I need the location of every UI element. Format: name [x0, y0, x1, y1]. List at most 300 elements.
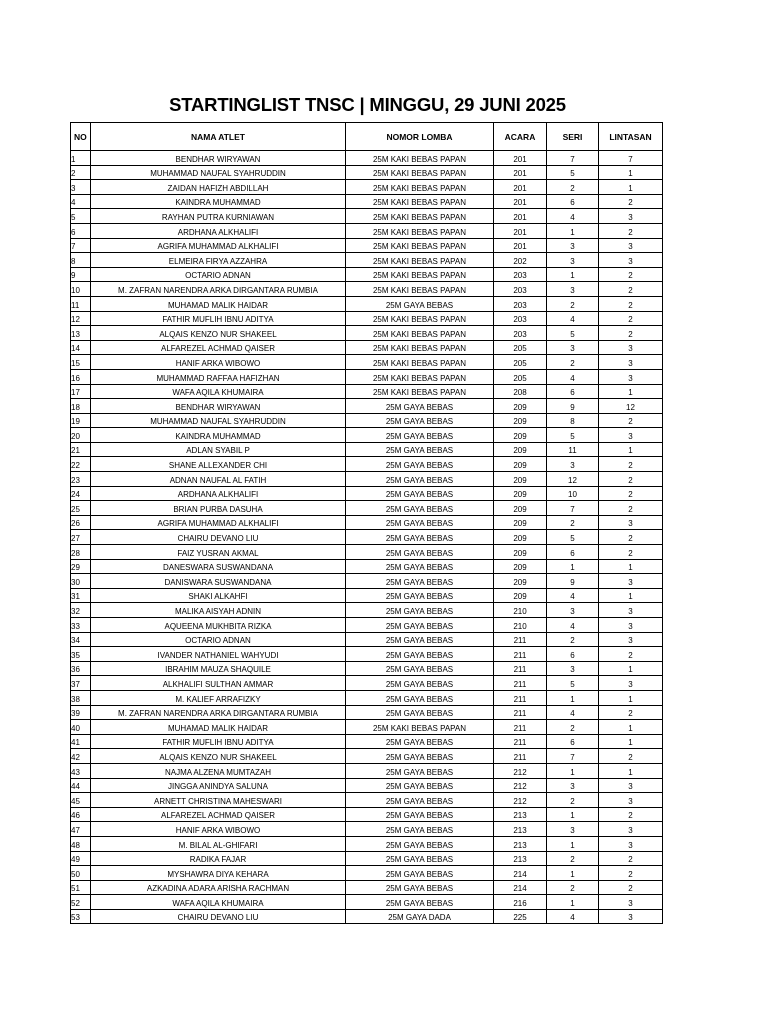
- cell-nama-atlet: FATHIR MUFLIH IBNU ADITYA: [91, 734, 346, 749]
- cell-no: 5: [71, 209, 91, 224]
- cell-acara: 209: [494, 501, 547, 516]
- cell-acara: 209: [494, 559, 547, 574]
- cell-seri: 1: [547, 836, 599, 851]
- cell-nama-atlet: AQUEENA MUKHBITA RIZKA: [91, 618, 346, 633]
- header-nomor-lomba: NOMOR LOMBA: [346, 123, 494, 151]
- cell-nomor-lomba: 25M KAKI BEBAS PAPAN: [346, 194, 494, 209]
- cell-lintasan: 2: [599, 311, 663, 326]
- cell-nomor-lomba: 25M KAKI BEBAS PAPAN: [346, 267, 494, 282]
- cell-acara: 216: [494, 895, 547, 910]
- cell-nomor-lomba: 25M KAKI BEBAS PAPAN: [346, 165, 494, 180]
- cell-lintasan: 2: [599, 705, 663, 720]
- table-row: [71, 545, 663, 560]
- cell-nomor-lomba: 25M GAYA BEBAS: [346, 734, 494, 749]
- cell-nama-atlet: HANIF ARKA WIBOWO: [91, 355, 346, 370]
- cell-nomor-lomba: 25M GAYA BEBAS: [346, 413, 494, 428]
- cell-seri: 6: [547, 545, 599, 560]
- cell-no: 1: [71, 151, 91, 166]
- cell-lintasan: 3: [599, 618, 663, 633]
- cell-lintasan: 2: [599, 296, 663, 311]
- cell-nama-atlet: KAINDRA MUHAMMAD: [91, 194, 346, 209]
- cell-no: 2: [71, 165, 91, 180]
- cell-no: 50: [71, 866, 91, 881]
- cell-nomor-lomba: 25M GAYA BEBAS: [346, 515, 494, 530]
- table-row: [71, 194, 663, 209]
- cell-nomor-lomba: 25M GAYA BEBAS: [346, 486, 494, 501]
- cell-no: 53: [71, 909, 91, 924]
- cell-acara: 205: [494, 369, 547, 384]
- cell-nama-atlet: ALKHALIFI SULTHAN AMMAR: [91, 676, 346, 691]
- cell-lintasan: 3: [599, 340, 663, 355]
- cell-nama-atlet: FAIZ YUSRAN AKMAL: [91, 545, 346, 560]
- table-row: [71, 588, 663, 603]
- table-row: [71, 253, 663, 268]
- cell-lintasan: 2: [599, 486, 663, 501]
- cell-no: 31: [71, 588, 91, 603]
- cell-no: 21: [71, 442, 91, 457]
- cell-no: 39: [71, 705, 91, 720]
- cell-nama-atlet: IBRAHIM MAUZA SHAQUILE: [91, 661, 346, 676]
- cell-nomor-lomba: 25M GAYA BEBAS: [346, 428, 494, 443]
- table-row: [71, 457, 663, 472]
- table-row: [71, 734, 663, 749]
- cell-no: 27: [71, 530, 91, 545]
- cell-lintasan: 3: [599, 778, 663, 793]
- cell-seri: 5: [547, 676, 599, 691]
- cell-acara: 201: [494, 209, 547, 224]
- table-row: [71, 836, 663, 851]
- cell-acara: 205: [494, 340, 547, 355]
- cell-seri: 6: [547, 384, 599, 399]
- cell-seri: 4: [547, 369, 599, 384]
- cell-acara: 202: [494, 253, 547, 268]
- cell-nama-atlet: M. ZAFRAN NARENDRA ARKA DIRGANTARA RUMBIA: [91, 705, 346, 720]
- cell-no: 22: [71, 457, 91, 472]
- cell-no: 52: [71, 895, 91, 910]
- cell-acara: 213: [494, 807, 547, 822]
- cell-nomor-lomba: 25M GAYA BEBAS: [346, 851, 494, 866]
- cell-lintasan: 1: [599, 661, 663, 676]
- cell-nama-atlet: MUHAMMAD NAUFAL SYAHRUDDIN: [91, 165, 346, 180]
- cell-lintasan: 1: [599, 763, 663, 778]
- table-row: [71, 326, 663, 341]
- cell-nomor-lomba: 25M KAKI BEBAS PAPAN: [346, 209, 494, 224]
- cell-no: 48: [71, 836, 91, 851]
- table-row: [71, 515, 663, 530]
- cell-seri: 5: [547, 326, 599, 341]
- cell-lintasan: 2: [599, 880, 663, 895]
- cell-acara: 211: [494, 647, 547, 662]
- table-row: [71, 909, 663, 924]
- table-row: [71, 486, 663, 501]
- cell-no: 8: [71, 253, 91, 268]
- table-row: [71, 603, 663, 618]
- cell-acara: 209: [494, 588, 547, 603]
- cell-nomor-lomba: 25M GAYA BEBAS: [346, 501, 494, 516]
- table-row: [71, 369, 663, 384]
- cell-acara: 225: [494, 909, 547, 924]
- cell-nama-atlet: JINGGA ANINDYA SALUNA: [91, 778, 346, 793]
- cell-nomor-lomba: 25M GAYA BEBAS: [346, 676, 494, 691]
- cell-no: 49: [71, 851, 91, 866]
- cell-seri: 5: [547, 428, 599, 443]
- cell-no: 34: [71, 632, 91, 647]
- cell-acara: 209: [494, 428, 547, 443]
- cell-acara: 203: [494, 296, 547, 311]
- cell-nomor-lomba: 25M GAYA BEBAS: [346, 793, 494, 808]
- cell-nomor-lomba: 25M GAYA BEBAS: [346, 472, 494, 487]
- cell-nama-atlet: FATHIR MUFLIH IBNU ADITYA: [91, 311, 346, 326]
- cell-nomor-lomba: 25M KAKI BEBAS PAPAN: [346, 223, 494, 238]
- cell-nomor-lomba: 25M KAKI BEBAS PAPAN: [346, 340, 494, 355]
- cell-seri: 2: [547, 632, 599, 647]
- cell-no: 51: [71, 880, 91, 895]
- table-row: [71, 223, 663, 238]
- cell-acara: 211: [494, 720, 547, 735]
- cell-nomor-lomba: 25M KAKI BEBAS PAPAN: [346, 253, 494, 268]
- table-row: [71, 866, 663, 881]
- cell-nama-atlet: ALFAREZEL ACHMAD QAISER: [91, 340, 346, 355]
- table-row: [71, 763, 663, 778]
- cell-acara: 213: [494, 851, 547, 866]
- cell-seri: 3: [547, 253, 599, 268]
- cell-lintasan: 3: [599, 909, 663, 924]
- cell-lintasan: 2: [599, 413, 663, 428]
- cell-nama-atlet: SHANE ALLEXANDER CHI: [91, 457, 346, 472]
- cell-lintasan: 2: [599, 749, 663, 764]
- cell-acara: 213: [494, 836, 547, 851]
- cell-acara: 209: [494, 399, 547, 414]
- cell-seri: 3: [547, 282, 599, 297]
- cell-seri: 7: [547, 501, 599, 516]
- cell-seri: 9: [547, 574, 599, 589]
- page-title: STARTINGLIST TNSC | MINGGU, 29 JUNI 2025: [169, 94, 566, 115]
- cell-seri: 2: [547, 793, 599, 808]
- cell-nomor-lomba: 25M GAYA BEBAS: [346, 559, 494, 574]
- header-nama-atlet: NAMA ATLET: [91, 123, 346, 151]
- cell-lintasan: 3: [599, 253, 663, 268]
- cell-acara: 203: [494, 311, 547, 326]
- cell-lintasan: 3: [599, 369, 663, 384]
- cell-acara: 209: [494, 515, 547, 530]
- cell-nama-atlet: AZKADINA ADARA ARISHA RACHMAN: [91, 880, 346, 895]
- cell-no: 20: [71, 428, 91, 443]
- table-row: [71, 822, 663, 837]
- cell-seri: 4: [547, 705, 599, 720]
- table-row: [71, 647, 663, 662]
- cell-no: 7: [71, 238, 91, 253]
- cell-acara: 209: [494, 457, 547, 472]
- cell-nomor-lomba: 25M GAYA BEBAS: [346, 647, 494, 662]
- cell-lintasan: 3: [599, 515, 663, 530]
- cell-nama-atlet: MUHAMMAD RAFFAA HAFIZHAN: [91, 369, 346, 384]
- startinglist-table: [70, 122, 663, 924]
- cell-no: 10: [71, 282, 91, 297]
- cell-no: 40: [71, 720, 91, 735]
- cell-no: 45: [71, 793, 91, 808]
- cell-lintasan: 3: [599, 793, 663, 808]
- cell-seri: 4: [547, 909, 599, 924]
- table-row: [71, 384, 663, 399]
- cell-seri: 2: [547, 720, 599, 735]
- cell-no: 35: [71, 647, 91, 662]
- cell-nama-atlet: ZAIDAN HAFIZH ABDILLAH: [91, 180, 346, 195]
- table-row: [71, 676, 663, 691]
- cell-no: 44: [71, 778, 91, 793]
- cell-acara: 203: [494, 267, 547, 282]
- cell-seri: 2: [547, 880, 599, 895]
- cell-seri: 6: [547, 194, 599, 209]
- table-header-row: [71, 123, 663, 151]
- table-row: [71, 690, 663, 705]
- cell-no: 17: [71, 384, 91, 399]
- cell-nomor-lomba: 25M GAYA BEBAS: [346, 866, 494, 881]
- cell-lintasan: 2: [599, 851, 663, 866]
- cell-nomor-lomba: 25M KAKI BEBAS PAPAN: [346, 238, 494, 253]
- cell-nama-atlet: OCTARIO ADNAN: [91, 632, 346, 647]
- table-row: [71, 428, 663, 443]
- cell-nama-atlet: DANISWARA SUSWANDANA: [91, 574, 346, 589]
- cell-acara: 211: [494, 632, 547, 647]
- cell-nama-atlet: ARDHANA ALKHALIFI: [91, 223, 346, 238]
- cell-nama-atlet: SHAKI ALKAHFI: [91, 588, 346, 603]
- cell-no: 9: [71, 267, 91, 282]
- cell-seri: 5: [547, 165, 599, 180]
- cell-acara: 211: [494, 690, 547, 705]
- cell-lintasan: 2: [599, 267, 663, 282]
- cell-lintasan: 1: [599, 442, 663, 457]
- cell-nomor-lomba: 25M GAYA BEBAS: [346, 880, 494, 895]
- cell-nomor-lomba: 25M GAYA BEBAS: [346, 457, 494, 472]
- cell-nomor-lomba: 25M GAYA BEBAS: [346, 763, 494, 778]
- cell-seri: 3: [547, 238, 599, 253]
- table-row: [71, 355, 663, 370]
- cell-seri: 9: [547, 399, 599, 414]
- cell-lintasan: 12: [599, 399, 663, 414]
- cell-seri: 2: [547, 851, 599, 866]
- cell-lintasan: 3: [599, 603, 663, 618]
- cell-no: 3: [71, 180, 91, 195]
- cell-nama-atlet: MALIKA AISYAH ADNIN: [91, 603, 346, 618]
- cell-nomor-lomba: 25M GAYA BEBAS: [346, 705, 494, 720]
- cell-acara: 209: [494, 574, 547, 589]
- cell-acara: 214: [494, 880, 547, 895]
- table-row: [71, 895, 663, 910]
- cell-lintasan: 3: [599, 574, 663, 589]
- cell-nomor-lomba: 25M GAYA BEBAS: [346, 618, 494, 633]
- cell-nama-atlet: MUHAMAD MALIK HAIDAR: [91, 720, 346, 735]
- cell-acara: 211: [494, 749, 547, 764]
- table-row: [71, 778, 663, 793]
- cell-nomor-lomba: 25M KAKI BEBAS PAPAN: [346, 151, 494, 166]
- cell-lintasan: 2: [599, 807, 663, 822]
- cell-nama-atlet: IVANDER NATHANIEL WAHYUDI: [91, 647, 346, 662]
- cell-seri: 1: [547, 267, 599, 282]
- cell-nomor-lomba: 25M GAYA BEBAS: [346, 822, 494, 837]
- cell-no: 6: [71, 223, 91, 238]
- table-row: [71, 530, 663, 545]
- cell-nama-atlet: MUHAMAD MALIK HAIDAR: [91, 296, 346, 311]
- cell-seri: 10: [547, 486, 599, 501]
- cell-acara: 201: [494, 223, 547, 238]
- cell-lintasan: 2: [599, 866, 663, 881]
- cell-lintasan: 2: [599, 457, 663, 472]
- cell-lintasan: 1: [599, 734, 663, 749]
- cell-acara: 201: [494, 194, 547, 209]
- cell-nama-atlet: MUHAMMAD NAUFAL SYAHRUDDIN: [91, 413, 346, 428]
- cell-acara: 201: [494, 151, 547, 166]
- cell-acara: 209: [494, 472, 547, 487]
- cell-no: 16: [71, 369, 91, 384]
- table-row: [71, 209, 663, 224]
- header-no: NO: [71, 123, 91, 151]
- table-row: [71, 267, 663, 282]
- cell-no: 43: [71, 763, 91, 778]
- table-row: [71, 632, 663, 647]
- table-row: [71, 442, 663, 457]
- cell-nomor-lomba: 25M KAKI BEBAS PAPAN: [346, 355, 494, 370]
- cell-lintasan: 1: [599, 720, 663, 735]
- cell-nomor-lomba: 25M KAKI BEBAS PAPAN: [346, 180, 494, 195]
- cell-acara: 209: [494, 530, 547, 545]
- cell-acara: 214: [494, 866, 547, 881]
- cell-nama-atlet: OCTARIO ADNAN: [91, 267, 346, 282]
- cell-lintasan: 2: [599, 223, 663, 238]
- table-row: [71, 180, 663, 195]
- table-row: [71, 165, 663, 180]
- cell-seri: 3: [547, 822, 599, 837]
- table-row: [71, 793, 663, 808]
- cell-nama-atlet: RADIKA FAJAR: [91, 851, 346, 866]
- cell-no: 13: [71, 326, 91, 341]
- cell-nama-atlet: WAFA AQILA KHUMAIRA: [91, 384, 346, 399]
- cell-nama-atlet: NAJMA ALZENA MUMTAZAH: [91, 763, 346, 778]
- cell-no: 41: [71, 734, 91, 749]
- cell-nama-atlet: HANIF ARKA WIBOWO: [91, 822, 346, 837]
- cell-nama-atlet: ARNETT CHRISTINA MAHESWARI: [91, 793, 346, 808]
- cell-acara: 203: [494, 282, 547, 297]
- cell-lintasan: 3: [599, 822, 663, 837]
- cell-no: 19: [71, 413, 91, 428]
- cell-acara: 211: [494, 676, 547, 691]
- cell-seri: 11: [547, 442, 599, 457]
- cell-nomor-lomba: 25M GAYA BEBAS: [346, 574, 494, 589]
- cell-seri: 1: [547, 223, 599, 238]
- cell-lintasan: 3: [599, 355, 663, 370]
- table-row: [71, 574, 663, 589]
- cell-nama-atlet: M. BILAL AL-GHIFARI: [91, 836, 346, 851]
- table-row: [71, 413, 663, 428]
- cell-no: 23: [71, 472, 91, 487]
- cell-nomor-lomba: 25M GAYA BEBAS: [346, 588, 494, 603]
- table-row: [71, 472, 663, 487]
- cell-nomor-lomba: 25M GAYA BEBAS: [346, 749, 494, 764]
- cell-nama-atlet: KAINDRA MUHAMMAD: [91, 428, 346, 443]
- cell-lintasan: 2: [599, 530, 663, 545]
- header-seri: SERI: [547, 123, 599, 151]
- cell-nama-atlet: ADLAN SYABIL P: [91, 442, 346, 457]
- cell-nomor-lomba: 25M KAKI BEBAS PAPAN: [346, 326, 494, 341]
- cell-lintasan: 2: [599, 647, 663, 662]
- cell-no: 11: [71, 296, 91, 311]
- table-row: [71, 282, 663, 297]
- cell-seri: 3: [547, 340, 599, 355]
- cell-acara: 213: [494, 822, 547, 837]
- table-row: [71, 340, 663, 355]
- cell-nama-atlet: ELMEIRA FIRYA AZZAHRA: [91, 253, 346, 268]
- cell-lintasan: 7: [599, 151, 663, 166]
- cell-nomor-lomba: 25M GAYA BEBAS: [346, 690, 494, 705]
- cell-seri: 8: [547, 413, 599, 428]
- cell-acara: 212: [494, 763, 547, 778]
- cell-no: 15: [71, 355, 91, 370]
- cell-seri: 1: [547, 559, 599, 574]
- cell-lintasan: 2: [599, 326, 663, 341]
- cell-acara: 201: [494, 165, 547, 180]
- cell-acara: 209: [494, 413, 547, 428]
- cell-nomor-lomba: 25M KAKI BEBAS PAPAN: [346, 369, 494, 384]
- cell-nama-atlet: MYSHAWRA DIYA KEHARA: [91, 866, 346, 881]
- cell-nama-atlet: BENDHAR WIRYAWAN: [91, 399, 346, 414]
- table-row: [71, 151, 663, 166]
- cell-acara: 212: [494, 778, 547, 793]
- table-row: [71, 720, 663, 735]
- cell-nomor-lomba: 25M GAYA BEBAS: [346, 661, 494, 676]
- cell-nomor-lomba: 25M KAKI BEBAS PAPAN: [346, 384, 494, 399]
- cell-nomor-lomba: 25M GAYA BEBAS: [346, 778, 494, 793]
- cell-seri: 3: [547, 603, 599, 618]
- cell-seri: 5: [547, 530, 599, 545]
- cell-no: 42: [71, 749, 91, 764]
- cell-no: 18: [71, 399, 91, 414]
- table-row: [71, 399, 663, 414]
- cell-no: 37: [71, 676, 91, 691]
- cell-seri: 2: [547, 515, 599, 530]
- cell-no: 26: [71, 515, 91, 530]
- cell-nomor-lomba: 25M GAYA BEBAS: [346, 603, 494, 618]
- cell-seri: 7: [547, 151, 599, 166]
- cell-nama-atlet: AGRIFA MUHAMMAD ALKHALIFI: [91, 515, 346, 530]
- cell-nama-atlet: ALQAIS KENZO NUR SHAKEEL: [91, 326, 346, 341]
- cell-no: 33: [71, 618, 91, 633]
- cell-seri: 4: [547, 311, 599, 326]
- cell-seri: 1: [547, 866, 599, 881]
- cell-seri: 1: [547, 807, 599, 822]
- cell-seri: 2: [547, 180, 599, 195]
- table-row: [71, 618, 663, 633]
- table-row: [71, 559, 663, 574]
- cell-nama-atlet: BRIAN PURBA DASUHA: [91, 501, 346, 516]
- cell-nama-atlet: WAFA AQILA KHUMAIRA: [91, 895, 346, 910]
- cell-nomor-lomba: 25M GAYA BEBAS: [346, 807, 494, 822]
- cell-nomor-lomba: 25M KAKI BEBAS PAPAN: [346, 311, 494, 326]
- table-row: [71, 661, 663, 676]
- cell-lintasan: 3: [599, 209, 663, 224]
- cell-no: 24: [71, 486, 91, 501]
- cell-lintasan: 3: [599, 632, 663, 647]
- cell-acara: 210: [494, 618, 547, 633]
- cell-no: 32: [71, 603, 91, 618]
- cell-lintasan: 3: [599, 836, 663, 851]
- cell-acara: 211: [494, 661, 547, 676]
- cell-nama-atlet: RAYHAN PUTRA KURNIAWAN: [91, 209, 346, 224]
- header-lintasan: LINTASAN: [599, 123, 663, 151]
- cell-acara: 212: [494, 793, 547, 808]
- cell-no: 12: [71, 311, 91, 326]
- cell-seri: 7: [547, 749, 599, 764]
- cell-nama-atlet: ADNAN NAUFAL AL FATIH: [91, 472, 346, 487]
- cell-nomor-lomba: 25M GAYA BEBAS: [346, 399, 494, 414]
